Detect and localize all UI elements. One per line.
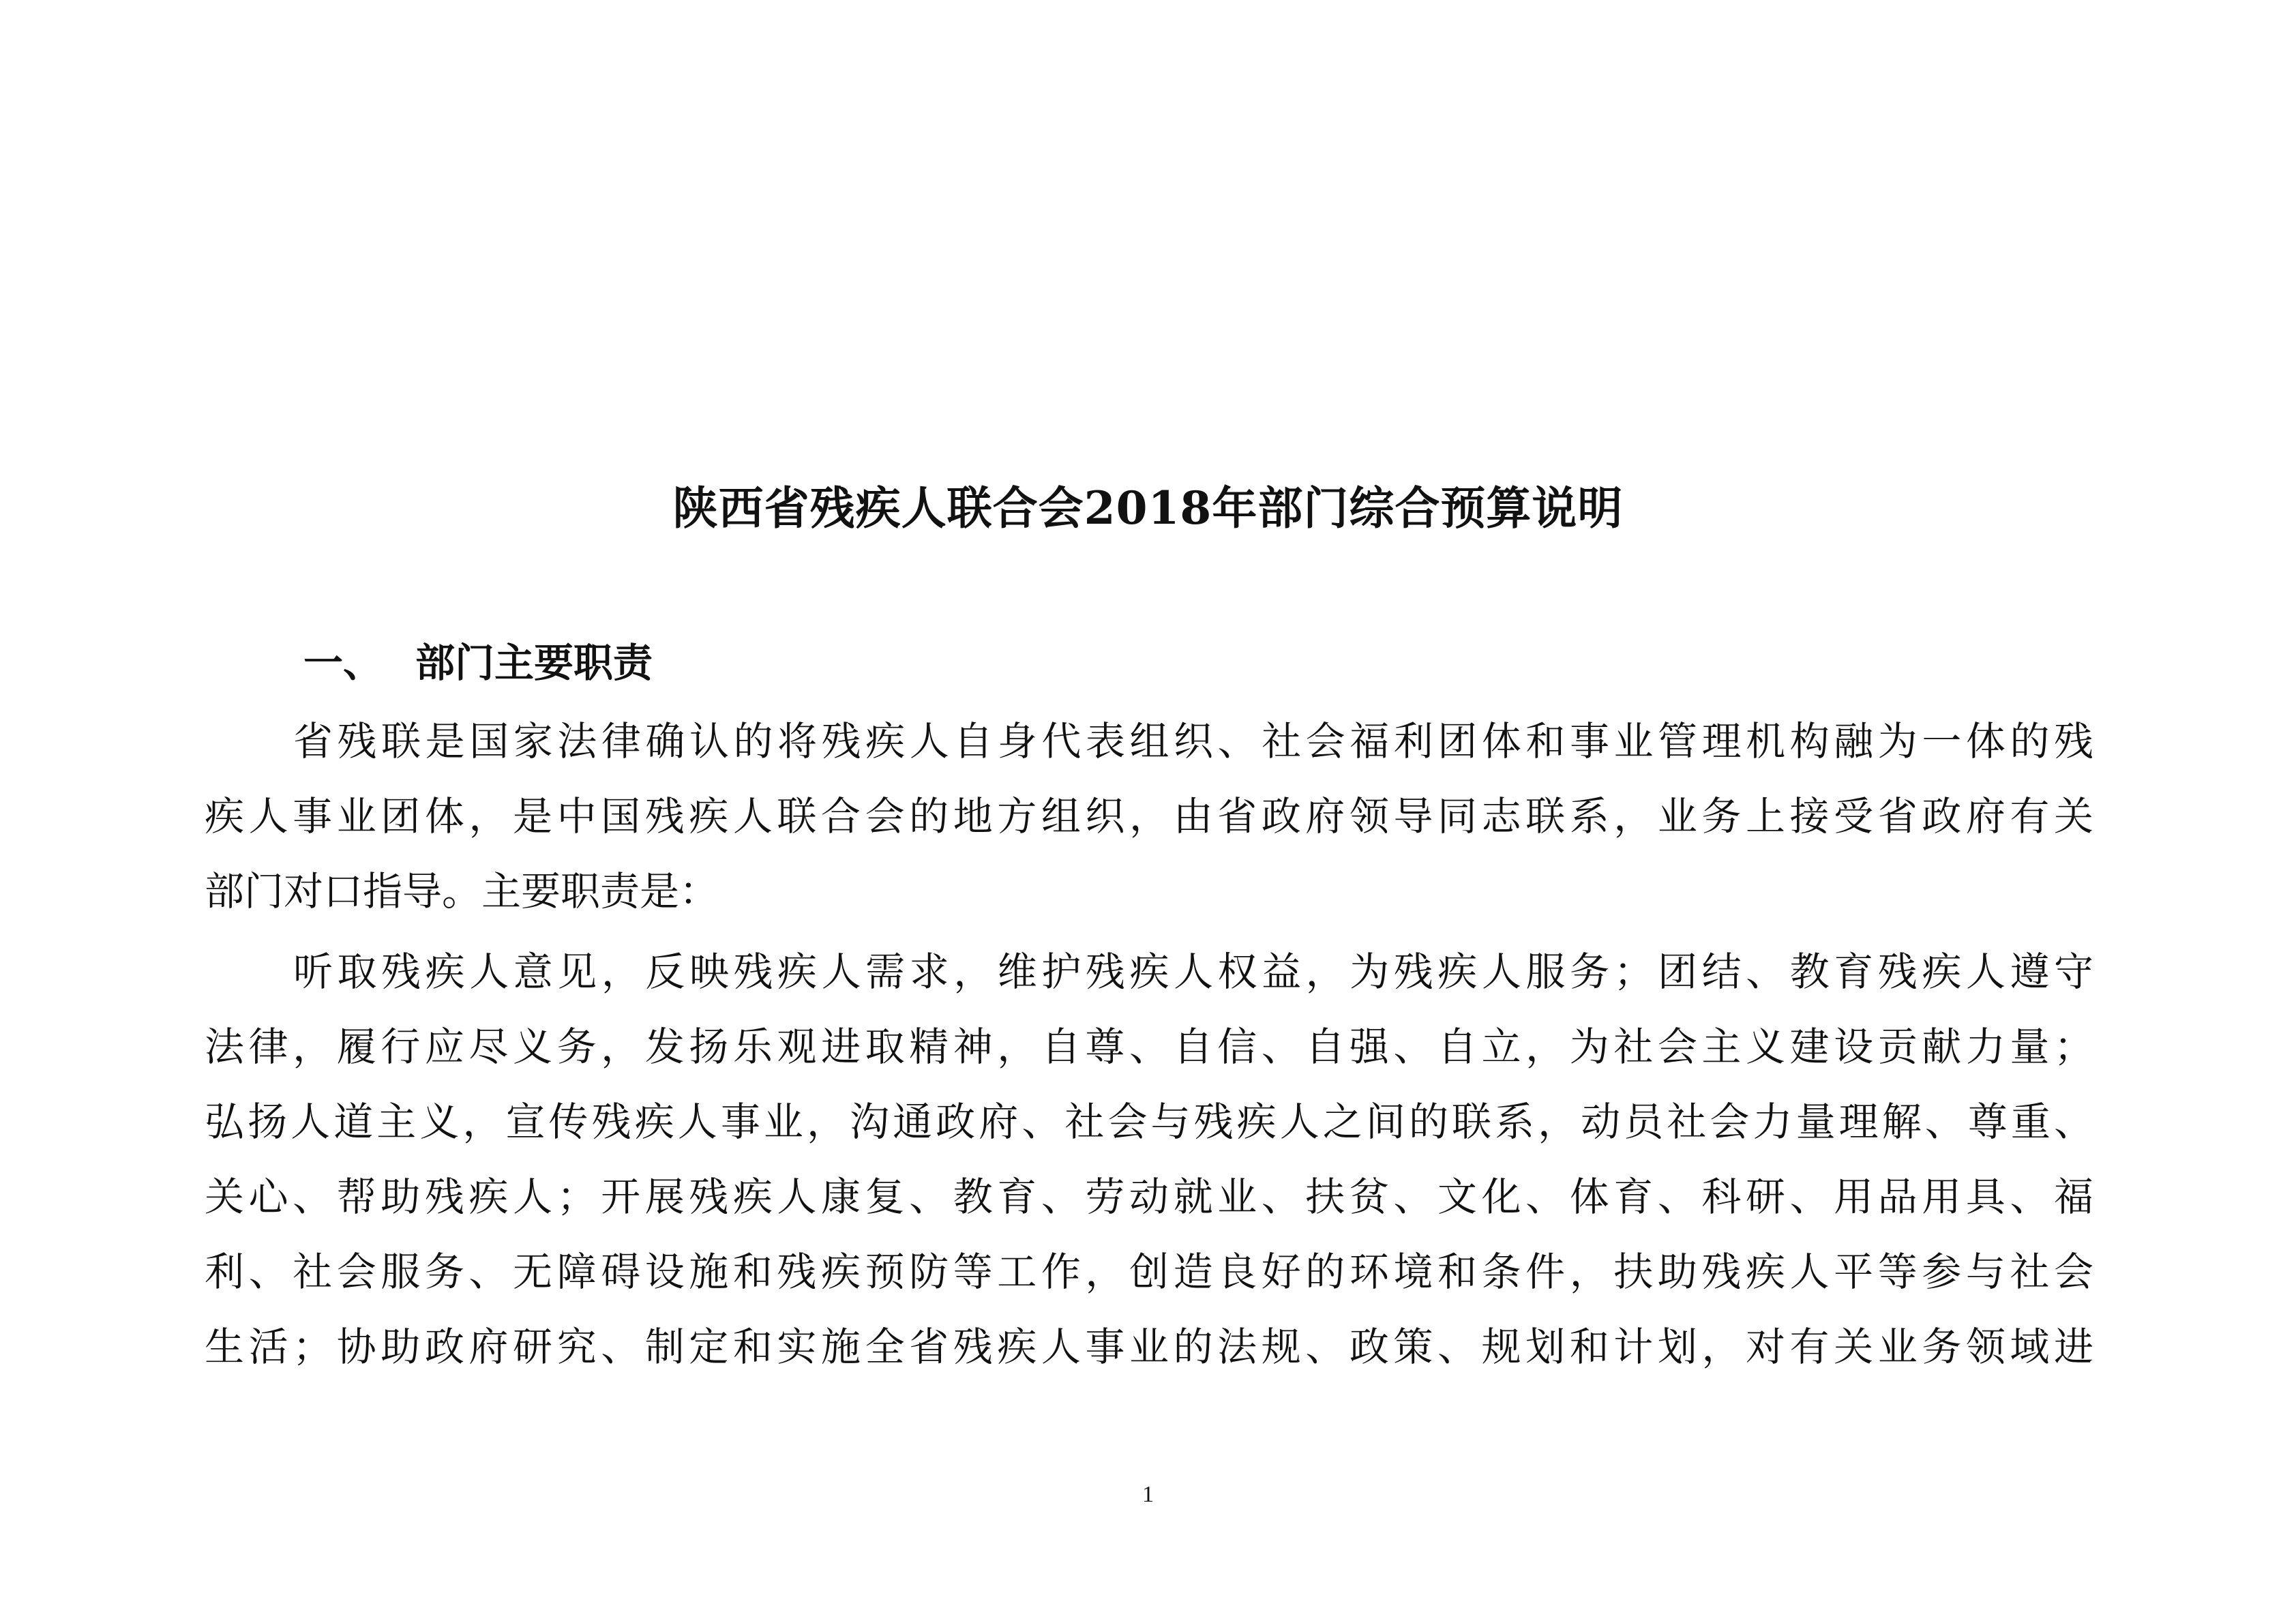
paragraph-line: 生活；协助政府研究、制定和实施全省残疾人事业的法规、政策、规划和计划，对有关业务领域进: [205, 1324, 2093, 1370]
paragraph-line: 部门对口指导。主要职责是：: [205, 868, 719, 914]
section-heading-text: 部门主要职责: [415, 640, 653, 686]
paragraph-responsibilities-list: [205, 934, 2093, 1384]
page-title: 陕西省残疾人联合会2018年部门综合预算说明: [672, 481, 1624, 535]
paragraph-line: 疾人事业团体，是中国残疾人联合会的地方组织，由省政府领导同志联系，业务上接受省政府有关: [205, 793, 2093, 839]
paragraph-line: 法律，履行应尽义务，发扬乐观进取精神，自尊、自信、自强、自立，为社会主义建设贡献力量；: [205, 1024, 2093, 1070]
paragraph-line: 听取残疾人意见，反映残疾人需求，维护残疾人权益，为残疾人服务；团结、教育残疾人遵守: [293, 949, 2093, 995]
paragraph-line: 关心、帮助残疾人；开展残疾人康复、教育、劳动就业、扶贫、文化、体育、科研、用品用具、福: [205, 1174, 2093, 1220]
section-heading: [303, 636, 653, 690]
section-number: 一、: [303, 640, 383, 686]
paragraph-line: 利、社会服务、无障碍设施和残疾预防等工作，创造良好的环境和条件，扶助残疾人平等参与社会: [205, 1249, 2093, 1295]
page-number: 1: [1142, 1482, 1154, 1507]
paragraph-responsibilities-intro: [205, 704, 2093, 929]
paragraph-line: 省残联是国家法律确认的将残疾人自身代表组织、社会福利团体和事业管理机构融为一体的残: [293, 718, 2093, 764]
paragraph-line: 弘扬人道主义，宣传残疾人事业，沟通政府、社会与残疾人之间的联系，动员社会力量理解、尊重、: [205, 1099, 2093, 1145]
